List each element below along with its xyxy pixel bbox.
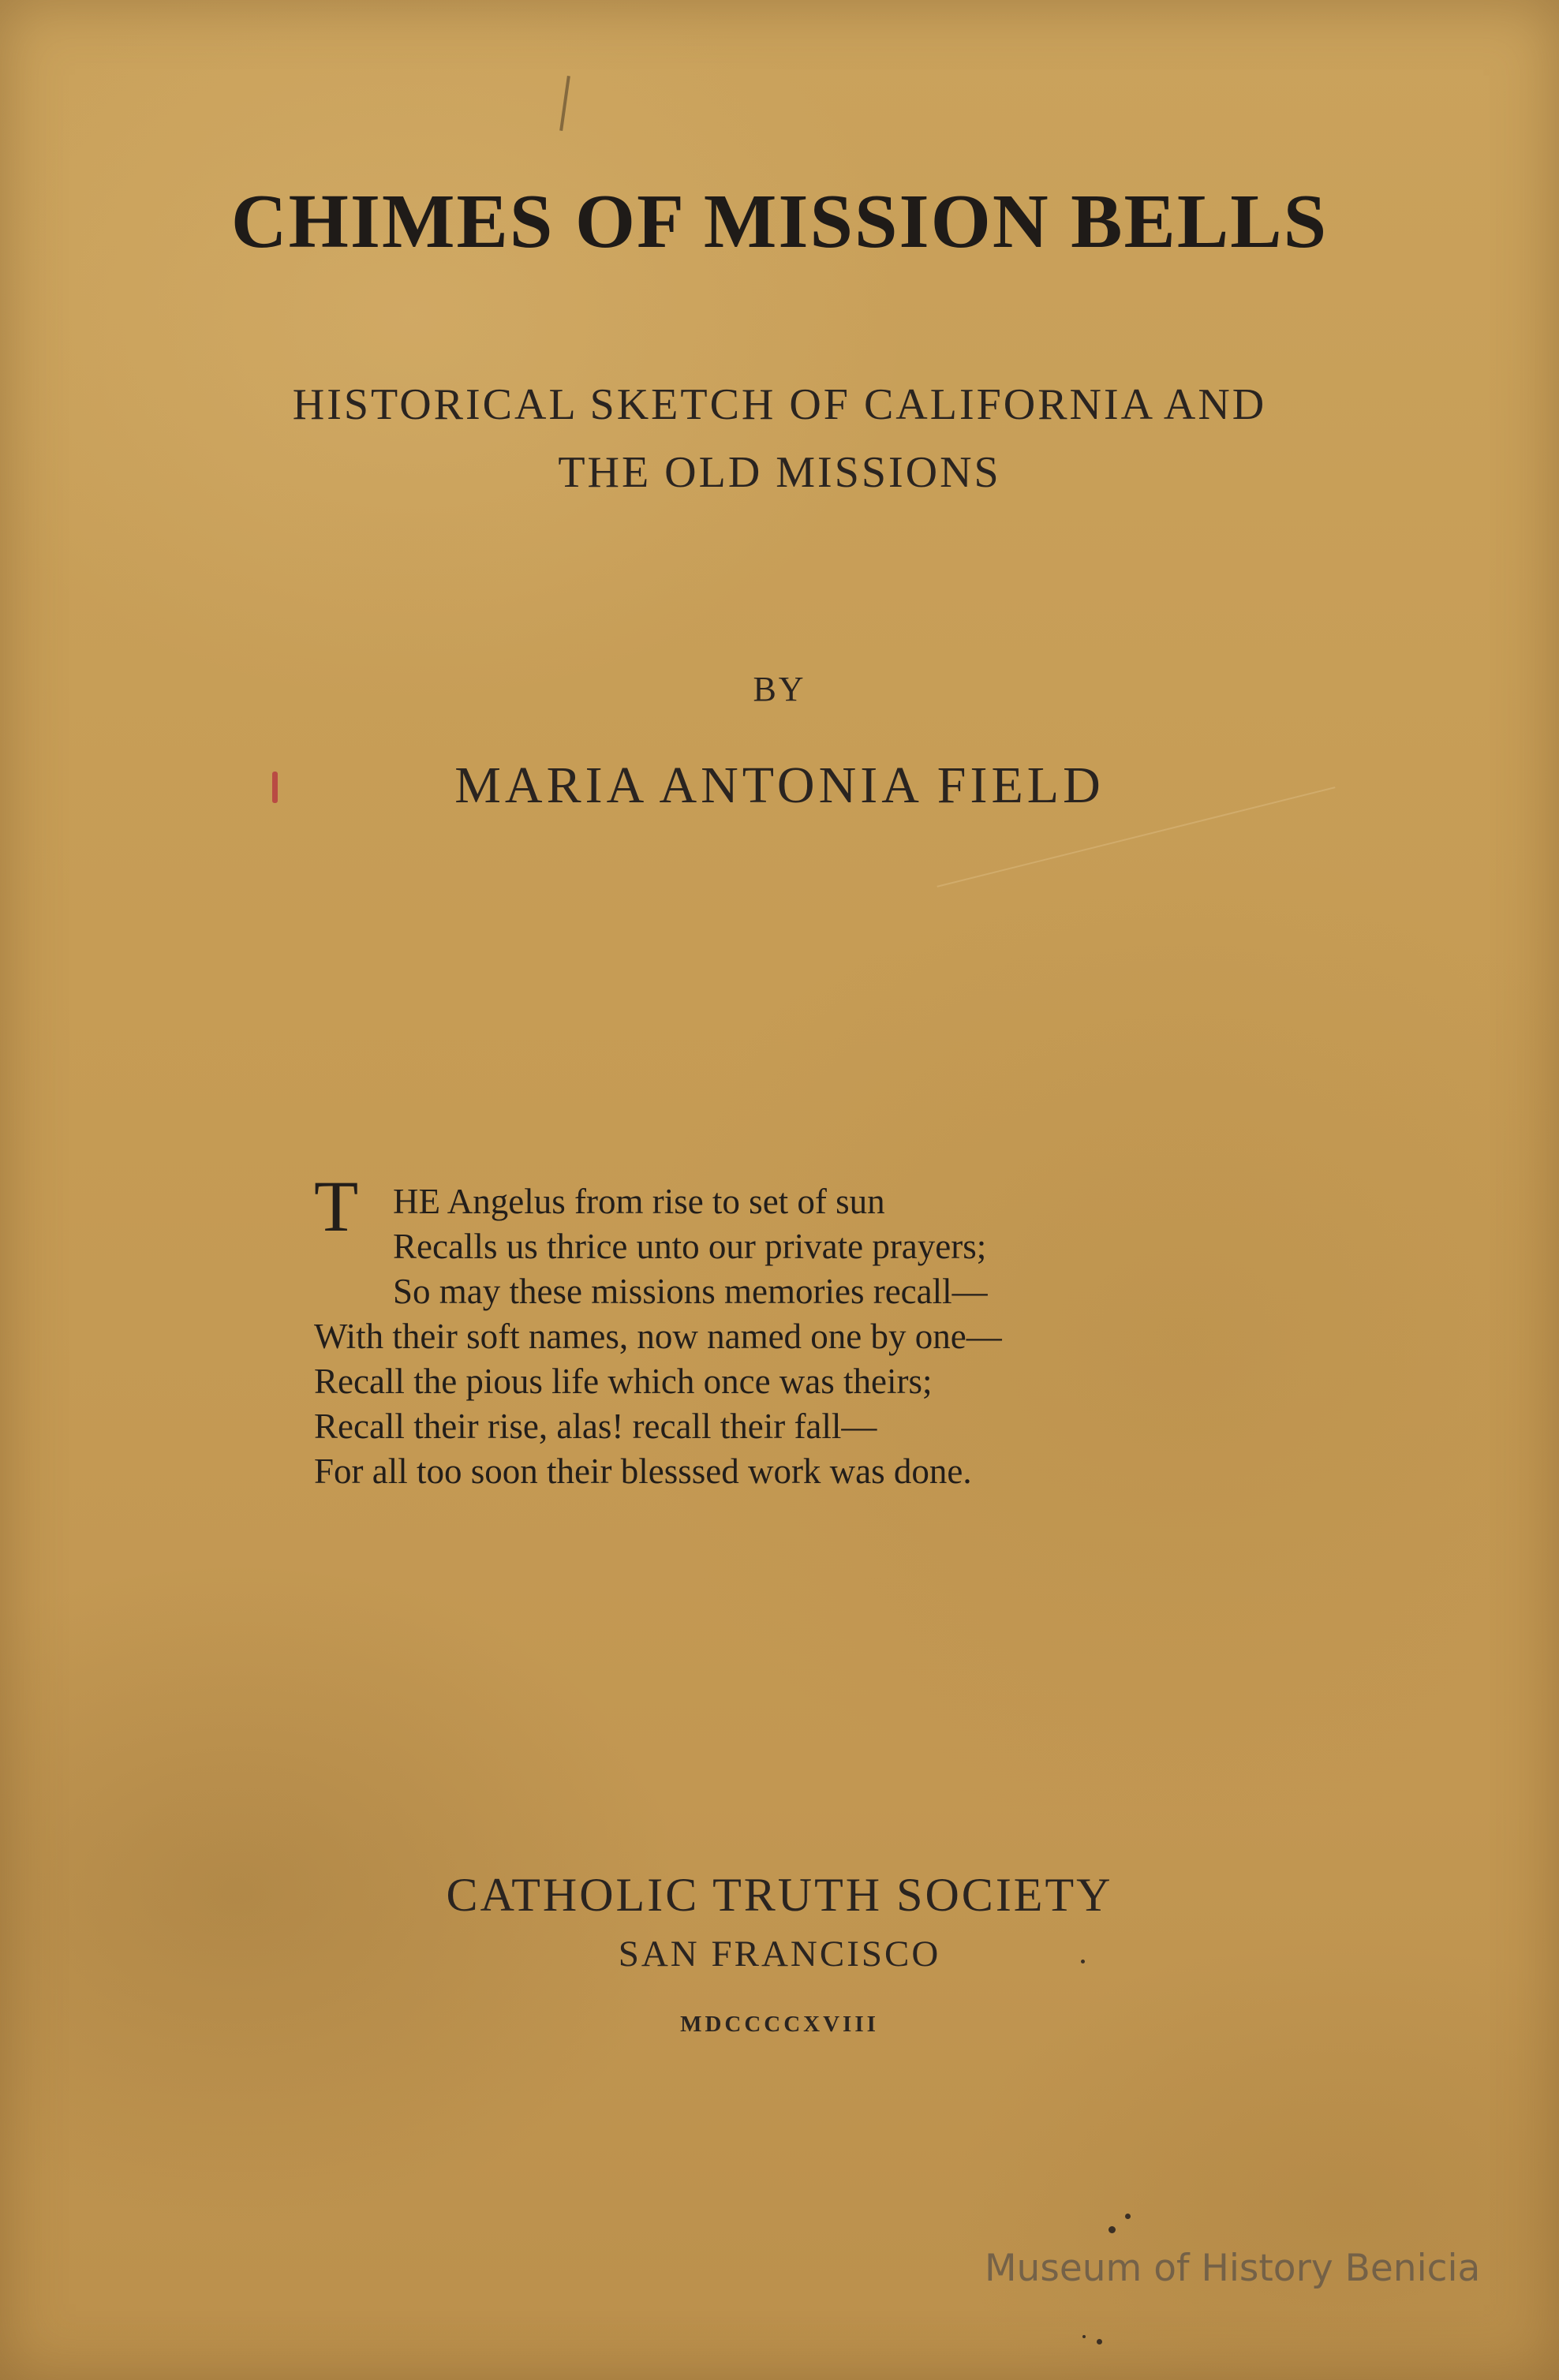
paper-speck: [1081, 1960, 1085, 1963]
paper-speck: [1097, 2339, 1102, 2345]
book-subtitle: [0, 371, 1559, 506]
paper-speck: [1125, 2214, 1131, 2219]
author-name: MARIA ANTONIA FIELD: [454, 757, 1105, 814]
pencil-mark: [559, 76, 570, 131]
subtitle-line-1: HISTORICAL SKETCH OF CALIFORNIA AND: [292, 380, 1267, 429]
paper-speck: [1082, 2335, 1086, 2338]
byline: BY: [753, 670, 806, 708]
epigraph-poem: [314, 1166, 1261, 1494]
poem-line-2: Recalls us thrice unto our private prayers;: [393, 1227, 987, 1266]
poem-line-4: With their soft names, now named one by one—: [314, 1317, 1002, 1356]
museum-watermark: Museum of History Benicia: [985, 2247, 1481, 2290]
subtitle-line-2: THE OLD MISSIONS: [558, 448, 1001, 497]
publisher-city: SAN FRANCISCO: [618, 1934, 941, 1975]
poem-line-1-text: HE Angelus from rise to set of sun: [393, 1182, 885, 1221]
paper-speck: [1108, 2226, 1116, 2233]
drop-cap: T: [314, 1166, 359, 1246]
book-title: CHIMES OF MISSION BELLS: [230, 179, 1329, 264]
poem-line-5: Recall the pious life which once was theirs;: [314, 1362, 933, 1401]
poem-line-6: Recall their rise, alas! recall their fall—: [314, 1407, 877, 1446]
publisher-name: CATHOLIC TRUTH SOCIETY: [446, 1869, 1113, 1921]
publication-year: MDCCCCXVIII: [680, 2012, 879, 2037]
poem-line-1: [314, 1166, 1261, 1246]
poem-line-7: For all too soon their blesssed work was done.: [314, 1452, 972, 1491]
poem-line-3: So may these missions memories recall—: [393, 1272, 988, 1311]
